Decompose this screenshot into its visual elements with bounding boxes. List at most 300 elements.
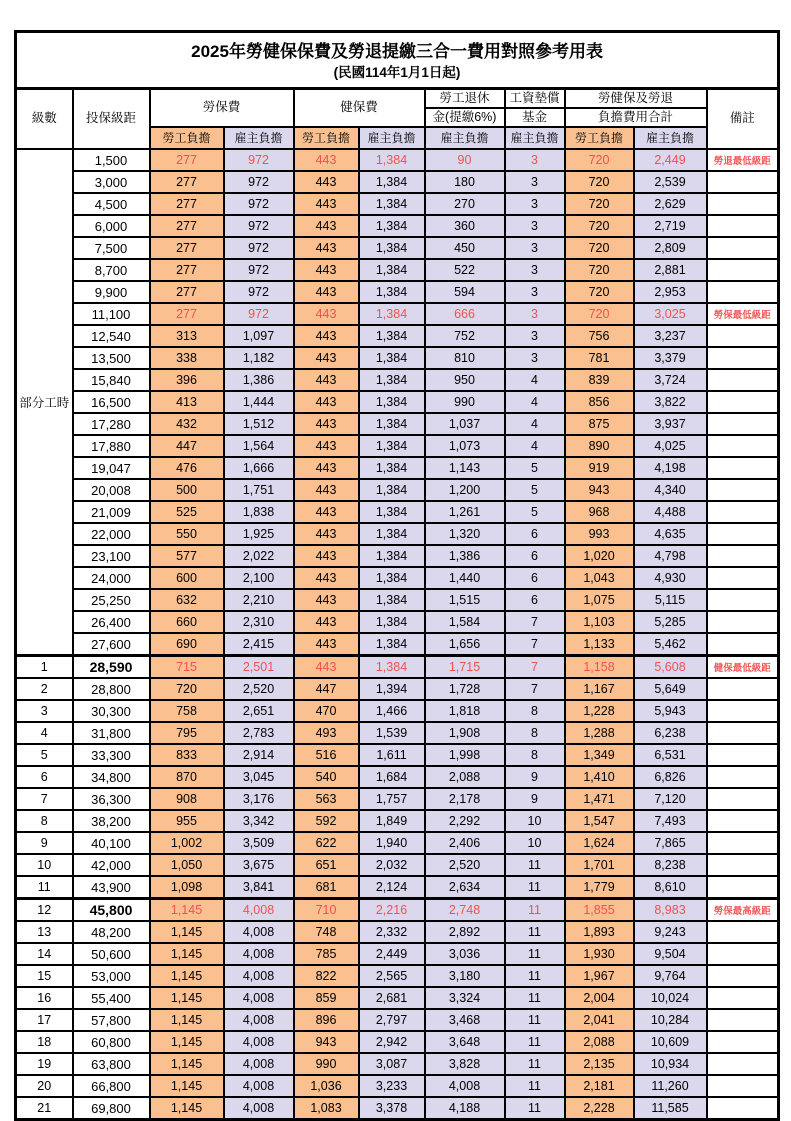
value-cell: 396: [150, 369, 224, 391]
table-row: [16, 347, 779, 369]
value-cell: 681: [294, 876, 359, 899]
value-cell: 748: [294, 921, 359, 943]
value-cell: 5,649: [634, 678, 707, 700]
remark-cell: [707, 943, 779, 965]
value-cell: 413: [150, 391, 224, 413]
level-cell: 2: [16, 678, 73, 700]
value-cell: 360: [425, 215, 505, 237]
value-cell: 443: [294, 259, 359, 281]
value-cell: 8: [505, 744, 565, 766]
remark-cell: [707, 215, 779, 237]
value-cell: 443: [294, 523, 359, 545]
bracket-cell: 28,800: [73, 678, 150, 700]
remark-cell: [707, 325, 779, 347]
remark-cell: [707, 987, 779, 1009]
value-cell: 1,386: [425, 545, 505, 567]
value-cell: 3: [505, 259, 565, 281]
value-cell: 432: [150, 413, 224, 435]
bracket-cell: 63,800: [73, 1053, 150, 1075]
value-cell: 1,073: [425, 435, 505, 457]
value-cell: 8,983: [634, 899, 707, 922]
value-cell: 338: [150, 347, 224, 369]
value-cell: 9: [505, 766, 565, 788]
value-cell: 447: [150, 435, 224, 457]
value-cell: 2,748: [425, 899, 505, 922]
remark-cell: [707, 567, 779, 589]
value-cell: 2,565: [359, 965, 425, 987]
table-row: [16, 237, 779, 259]
table-row: [16, 413, 779, 435]
value-cell: 180: [425, 171, 505, 193]
level-cell: 17: [16, 1009, 73, 1031]
value-cell: 5: [505, 501, 565, 523]
value-cell: 1,167: [565, 678, 634, 700]
bracket-cell: 26,400: [73, 611, 150, 633]
table-row: [16, 700, 779, 722]
table-row: [16, 633, 779, 656]
value-cell: 1,779: [565, 876, 634, 899]
remark-cell: [707, 347, 779, 369]
table-row: [16, 259, 779, 281]
value-cell: 2,942: [359, 1031, 425, 1053]
value-cell: 277: [150, 281, 224, 303]
value-cell: 10: [505, 810, 565, 832]
value-cell: 2,881: [634, 259, 707, 281]
value-cell: 2,178: [425, 788, 505, 810]
value-cell: 277: [150, 303, 224, 325]
remark-cell: [707, 391, 779, 413]
value-cell: 443: [294, 369, 359, 391]
value-cell: 11: [505, 1009, 565, 1031]
value-cell: 1,908: [425, 722, 505, 744]
value-cell: 3,036: [425, 943, 505, 965]
column-header-health-insurance: 健保費: [294, 89, 425, 128]
level-cell: 11: [16, 876, 73, 899]
bracket-cell: 6,000: [73, 215, 150, 237]
value-cell: 4,008: [224, 965, 294, 987]
value-cell: 720: [150, 678, 224, 700]
value-cell: 1,384: [359, 501, 425, 523]
value-cell: 9: [505, 788, 565, 810]
value-cell: 1,757: [359, 788, 425, 810]
value-cell: 720: [565, 149, 634, 171]
value-cell: 1,145: [150, 987, 224, 1009]
value-cell: 1,320: [425, 523, 505, 545]
remark-cell: [707, 501, 779, 523]
level-cell: 10: [16, 854, 73, 876]
value-cell: 968: [565, 501, 634, 523]
table-row: [16, 1097, 779, 1120]
value-cell: 2,501: [224, 656, 294, 679]
value-cell: 540: [294, 766, 359, 788]
remark-cell: [707, 832, 779, 854]
value-cell: 3,379: [634, 347, 707, 369]
value-cell: 1,145: [150, 1097, 224, 1120]
value-cell: 4,198: [634, 457, 707, 479]
value-cell: 443: [294, 237, 359, 259]
premium-reference-table: [14, 30, 780, 1121]
value-cell: 1,145: [150, 1053, 224, 1075]
remark-cell: [707, 193, 779, 215]
remark-cell: 勞保最高級距: [707, 899, 779, 922]
table-row: [16, 369, 779, 391]
remark-cell: [707, 965, 779, 987]
table-row: [16, 171, 779, 193]
remark-cell: [707, 259, 779, 281]
subheader-total-employer: 雇主負擔: [634, 127, 707, 149]
table-row: [16, 303, 779, 325]
value-cell: 7: [505, 678, 565, 700]
level-cell: 15: [16, 965, 73, 987]
value-cell: 1,200: [425, 479, 505, 501]
bracket-cell: 42,000: [73, 854, 150, 876]
value-cell: 443: [294, 303, 359, 325]
value-cell: 443: [294, 567, 359, 589]
value-cell: 1,444: [224, 391, 294, 413]
value-cell: 443: [294, 413, 359, 435]
value-cell: 715: [150, 656, 224, 679]
table-row: [16, 457, 779, 479]
value-cell: 443: [294, 281, 359, 303]
value-cell: 4,008: [224, 1031, 294, 1053]
value-cell: 4,008: [224, 1053, 294, 1075]
level-cell: 19: [16, 1053, 73, 1075]
value-cell: 1,547: [565, 810, 634, 832]
value-cell: 2,809: [634, 237, 707, 259]
value-cell: 7,865: [634, 832, 707, 854]
column-header-arrears-line2: 基金: [505, 108, 565, 127]
value-cell: 3,509: [224, 832, 294, 854]
value-cell: 1,384: [359, 259, 425, 281]
value-cell: 4,008: [224, 1009, 294, 1031]
bracket-cell: 50,600: [73, 943, 150, 965]
value-cell: 3,025: [634, 303, 707, 325]
bracket-cell: 11,100: [73, 303, 150, 325]
table-row: [16, 215, 779, 237]
value-cell: 522: [425, 259, 505, 281]
value-cell: 4,025: [634, 435, 707, 457]
value-cell: 277: [150, 215, 224, 237]
value-cell: 795: [150, 722, 224, 744]
bracket-cell: 38,200: [73, 810, 150, 832]
value-cell: 7: [505, 611, 565, 633]
value-cell: 525: [150, 501, 224, 523]
value-cell: 3,176: [224, 788, 294, 810]
value-cell: 4: [505, 435, 565, 457]
value-cell: 1,440: [425, 567, 505, 589]
remark-cell: [707, 633, 779, 656]
value-cell: 4,340: [634, 479, 707, 501]
bracket-cell: 69,800: [73, 1097, 150, 1120]
value-cell: 3,822: [634, 391, 707, 413]
value-cell: 690: [150, 633, 224, 656]
value-cell: 756: [565, 325, 634, 347]
remark-cell: [707, 1009, 779, 1031]
value-cell: 2,415: [224, 633, 294, 656]
value-cell: 890: [565, 435, 634, 457]
value-cell: 1,384: [359, 457, 425, 479]
value-cell: 1,145: [150, 1075, 224, 1097]
value-cell: 7,120: [634, 788, 707, 810]
value-cell: 1,384: [359, 347, 425, 369]
value-cell: 1,145: [150, 1009, 224, 1031]
value-cell: 3,324: [425, 987, 505, 1009]
value-cell: 1,384: [359, 611, 425, 633]
table-row: [16, 611, 779, 633]
value-cell: 720: [565, 171, 634, 193]
bracket-cell: 24,000: [73, 567, 150, 589]
value-cell: 8: [505, 722, 565, 744]
level-cell: 16: [16, 987, 73, 1009]
value-cell: 2,332: [359, 921, 425, 943]
remark-cell: 勞保最低級距: [707, 303, 779, 325]
value-cell: 908: [150, 788, 224, 810]
value-cell: 3,468: [425, 1009, 505, 1031]
value-cell: 660: [150, 611, 224, 633]
value-cell: 443: [294, 215, 359, 237]
value-cell: 5,608: [634, 656, 707, 679]
value-cell: 1,384: [359, 193, 425, 215]
value-cell: 1,539: [359, 722, 425, 744]
value-cell: 1,564: [224, 435, 294, 457]
value-cell: 2,539: [634, 171, 707, 193]
value-cell: 781: [565, 347, 634, 369]
remark-cell: [707, 921, 779, 943]
table-title-block: [16, 32, 779, 89]
title-row: [16, 32, 779, 89]
value-cell: 943: [294, 1031, 359, 1053]
value-cell: 972: [224, 237, 294, 259]
value-cell: 11: [505, 921, 565, 943]
table-row: [16, 193, 779, 215]
value-cell: 11: [505, 965, 565, 987]
value-cell: 752: [425, 325, 505, 347]
value-cell: 10: [505, 832, 565, 854]
value-cell: 443: [294, 633, 359, 656]
value-cell: 5,462: [634, 633, 707, 656]
header-row-top: [16, 89, 779, 109]
bracket-cell: 31,800: [73, 722, 150, 744]
value-cell: 6: [505, 523, 565, 545]
value-cell: 592: [294, 810, 359, 832]
value-cell: 972: [224, 303, 294, 325]
value-cell: 870: [150, 766, 224, 788]
value-cell: 1,656: [425, 633, 505, 656]
value-cell: 1,728: [425, 678, 505, 700]
value-cell: 1,666: [224, 457, 294, 479]
page-subtitle: (民國114年1月1日起): [333, 64, 461, 80]
value-cell: 7: [505, 633, 565, 656]
value-cell: 1,384: [359, 171, 425, 193]
value-cell: 2,892: [425, 921, 505, 943]
bracket-cell: 1,500: [73, 149, 150, 171]
value-cell: 1,410: [565, 766, 634, 788]
level-cell: 9: [16, 832, 73, 854]
value-cell: 2,449: [359, 943, 425, 965]
value-cell: 5: [505, 479, 565, 501]
value-cell: 1,384: [359, 479, 425, 501]
value-cell: 443: [294, 501, 359, 523]
value-cell: 1,384: [359, 523, 425, 545]
value-cell: 1,145: [150, 899, 224, 922]
value-cell: 476: [150, 457, 224, 479]
table-row: [16, 523, 779, 545]
value-cell: 2,292: [425, 810, 505, 832]
value-cell: 3,233: [359, 1075, 425, 1097]
value-cell: 3,087: [359, 1053, 425, 1075]
value-cell: 632: [150, 589, 224, 611]
value-cell: 1,182: [224, 347, 294, 369]
value-cell: 2,406: [425, 832, 505, 854]
remark-cell: [707, 611, 779, 633]
value-cell: 1,036: [294, 1075, 359, 1097]
remark-cell: [707, 788, 779, 810]
value-cell: 758: [150, 700, 224, 722]
value-cell: 1,838: [224, 501, 294, 523]
value-cell: 470: [294, 700, 359, 722]
value-cell: 4: [505, 391, 565, 413]
value-cell: 3,045: [224, 766, 294, 788]
subheader-health-employer: 雇主負擔: [359, 127, 425, 149]
value-cell: 1,611: [359, 744, 425, 766]
value-cell: 11,585: [634, 1097, 707, 1120]
table-row: [16, 766, 779, 788]
value-cell: 9,504: [634, 943, 707, 965]
value-cell: 277: [150, 171, 224, 193]
level-cell: 12: [16, 899, 73, 922]
value-cell: 3: [505, 325, 565, 347]
value-cell: 1,715: [425, 656, 505, 679]
value-cell: 9,243: [634, 921, 707, 943]
bracket-cell: 3,000: [73, 171, 150, 193]
value-cell: 990: [425, 391, 505, 413]
subheader-health-employee: 勞工負擔: [294, 127, 359, 149]
value-cell: 2,041: [565, 1009, 634, 1031]
value-cell: 2,088: [565, 1031, 634, 1053]
remark-cell: [707, 369, 779, 391]
value-cell: 6,531: [634, 744, 707, 766]
value-cell: 1,097: [224, 325, 294, 347]
value-cell: 839: [565, 369, 634, 391]
value-cell: 550: [150, 523, 224, 545]
value-cell: 10,284: [634, 1009, 707, 1031]
value-cell: 651: [294, 854, 359, 876]
value-cell: 1,930: [565, 943, 634, 965]
value-cell: 1,098: [150, 876, 224, 899]
value-cell: 443: [294, 611, 359, 633]
table-row: [16, 854, 779, 876]
value-cell: 955: [150, 810, 224, 832]
table-row: [16, 899, 779, 922]
value-cell: 2,032: [359, 854, 425, 876]
value-cell: 600: [150, 567, 224, 589]
value-cell: 1,684: [359, 766, 425, 788]
level-cell: 20: [16, 1075, 73, 1097]
value-cell: 2,228: [565, 1097, 634, 1120]
value-cell: 11: [505, 1097, 565, 1120]
value-cell: 1,145: [150, 965, 224, 987]
value-cell: 1,349: [565, 744, 634, 766]
value-cell: 919: [565, 457, 634, 479]
value-cell: 1,145: [150, 1031, 224, 1053]
value-cell: 1,002: [150, 832, 224, 854]
value-cell: 443: [294, 391, 359, 413]
remark-cell: [707, 435, 779, 457]
level-cell: 21: [16, 1097, 73, 1120]
value-cell: 11: [505, 987, 565, 1009]
value-cell: 1,624: [565, 832, 634, 854]
value-cell: 2,100: [224, 567, 294, 589]
bracket-cell: 17,280: [73, 413, 150, 435]
value-cell: 4: [505, 413, 565, 435]
value-cell: 1,384: [359, 391, 425, 413]
value-cell: 972: [224, 259, 294, 281]
value-cell: 2,022: [224, 545, 294, 567]
value-cell: 4,930: [634, 567, 707, 589]
bracket-cell: 22,000: [73, 523, 150, 545]
value-cell: 11: [505, 1075, 565, 1097]
value-cell: 1,384: [359, 435, 425, 457]
table-row: [16, 1009, 779, 1031]
table-row: [16, 545, 779, 567]
value-cell: 3,841: [224, 876, 294, 899]
table-row: [16, 1075, 779, 1097]
value-cell: 4,635: [634, 523, 707, 545]
table-row: [16, 987, 779, 1009]
remark-cell: 健保最低級距: [707, 656, 779, 679]
remark-cell: [707, 722, 779, 744]
value-cell: 443: [294, 171, 359, 193]
value-cell: 2,953: [634, 281, 707, 303]
column-header-labor-insurance: 勞保費: [150, 89, 294, 128]
value-cell: 3,342: [224, 810, 294, 832]
table-row: [16, 788, 779, 810]
value-cell: 1,384: [359, 281, 425, 303]
value-cell: 6: [505, 589, 565, 611]
remark-cell: [707, 523, 779, 545]
value-cell: 1,384: [359, 656, 425, 679]
bracket-cell: 8,700: [73, 259, 150, 281]
value-cell: 2,520: [224, 678, 294, 700]
remark-cell: [707, 413, 779, 435]
table-row: [16, 810, 779, 832]
value-cell: 277: [150, 193, 224, 215]
value-cell: 4,008: [224, 987, 294, 1009]
value-cell: 1,050: [150, 854, 224, 876]
value-cell: 972: [224, 193, 294, 215]
value-cell: 4,008: [224, 899, 294, 922]
value-cell: 3: [505, 347, 565, 369]
value-cell: 277: [150, 237, 224, 259]
value-cell: 1,261: [425, 501, 505, 523]
value-cell: 1,967: [565, 965, 634, 987]
value-cell: 3: [505, 281, 565, 303]
value-cell: 1,512: [224, 413, 294, 435]
bracket-cell: 16,500: [73, 391, 150, 413]
value-cell: 1,849: [359, 810, 425, 832]
bracket-cell: 66,800: [73, 1075, 150, 1097]
value-cell: 822: [294, 965, 359, 987]
value-cell: 6,826: [634, 766, 707, 788]
value-cell: 3: [505, 149, 565, 171]
value-cell: 1,083: [294, 1097, 359, 1120]
level-cell: 18: [16, 1031, 73, 1053]
value-cell: 11: [505, 854, 565, 876]
value-cell: 11: [505, 1053, 565, 1075]
value-cell: 810: [425, 347, 505, 369]
value-cell: 443: [294, 149, 359, 171]
bracket-cell: 7,500: [73, 237, 150, 259]
